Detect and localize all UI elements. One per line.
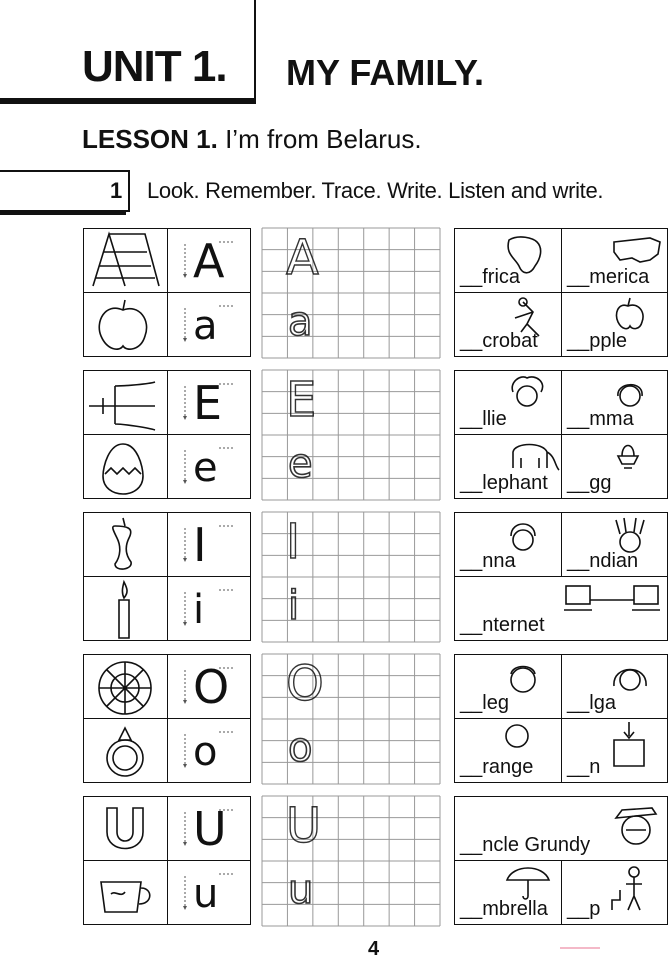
trace-uppercase-letter[interactable]: E (286, 372, 317, 428)
trace-lowercase-letter[interactable]: a (288, 299, 313, 345)
word-blank[interactable]: __crobat (460, 330, 538, 352)
lesson-label: LESSON 1. (82, 124, 218, 154)
egg-cup-icon (610, 438, 666, 484)
trace-lowercase-letter[interactable]: i (288, 583, 300, 629)
word-blank[interactable]: __merica (567, 266, 650, 288)
word-blank[interactable]: __mma (567, 408, 634, 430)
unit-name: MY FAMILY. (286, 52, 485, 93)
word-blank[interactable]: __lga (567, 692, 616, 714)
lesson-title: I’m from Belarus. (225, 124, 422, 154)
word-blank[interactable]: __nternet (460, 614, 545, 636)
apple-icon (85, 294, 165, 356)
uppercase-letter: I (193, 518, 207, 572)
task-number: 1 (110, 178, 123, 203)
stroke-order-arrow-icon (179, 376, 239, 430)
ring-icon (85, 720, 165, 782)
word-blank[interactable]: __nna (460, 550, 516, 572)
stroke-order-arrow-icon (179, 728, 239, 775)
stroke-order-arrow-icon (179, 234, 239, 288)
trace-uppercase-letter[interactable]: U (286, 798, 322, 854)
stroke-order-arrow-icon (179, 444, 239, 491)
trace-lowercase-letter[interactable]: u (288, 867, 314, 913)
word-blank[interactable]: __frica (460, 266, 521, 288)
wreath-icon (85, 656, 165, 718)
unit-title: UNIT 1. (82, 42, 227, 91)
lowercase-letter: e (193, 445, 218, 491)
man-stairs-icon (610, 864, 666, 910)
stroke-order-arrow-icon (179, 870, 239, 917)
uppercase-letter: E (193, 376, 223, 430)
word-blank[interactable]: __p (567, 898, 601, 920)
uppercase-letter: U (193, 802, 227, 856)
cup-icon (85, 862, 165, 924)
pink-mark (560, 947, 600, 949)
ladder-icon (85, 230, 165, 292)
unit-underline (0, 98, 256, 104)
task-underline (0, 210, 126, 215)
stroke-order-arrow-icon (179, 518, 239, 572)
uppercase-letter: O (193, 660, 230, 714)
lowercase-letter: i (193, 587, 205, 633)
lowercase-letter: o (193, 729, 218, 775)
olga-face-icon (610, 658, 666, 704)
word-blank[interactable]: __mbrella (460, 898, 548, 920)
word-blank[interactable]: __gg (567, 472, 612, 494)
stroke-order-arrow-icon (179, 586, 239, 633)
word-blank[interactable]: __ncle Grundy (460, 834, 591, 856)
trace-uppercase-letter[interactable]: A (286, 230, 319, 286)
oleg-face-icon (503, 658, 559, 704)
horseshoe-icon (85, 798, 165, 860)
task-instruction: Look. Remember. Trace. Write. Listen and write. (147, 178, 604, 203)
word-blank[interactable]: __llie (460, 408, 507, 430)
apple-core-icon (85, 514, 165, 576)
candle-icon (85, 578, 165, 640)
word-blank[interactable]: __ndian (567, 550, 639, 572)
word-blank[interactable]: __lephant (460, 472, 548, 494)
lowercase-letter: a (193, 303, 218, 349)
word-blank[interactable]: __pple (567, 330, 628, 352)
word-blank[interactable]: __range (460, 756, 534, 778)
word-blank[interactable]: __n (567, 756, 601, 778)
trace-lowercase-letter[interactable]: o (288, 725, 313, 771)
computers-icon (564, 580, 664, 626)
egg-icon (85, 436, 165, 498)
box-arrow-icon (610, 722, 666, 768)
trace-uppercase-letter[interactable]: O (286, 656, 324, 712)
word-blank[interactable]: __leg (460, 692, 509, 714)
trace-uppercase-letter[interactable]: I (286, 514, 301, 570)
uppercase-letter: A (193, 234, 225, 288)
lesson-heading (82, 124, 422, 155)
page-number: 4 (368, 938, 380, 960)
stroke-order-arrow-icon (179, 660, 239, 714)
ellie-face-icon (503, 374, 559, 420)
uncle-grundy-icon (608, 800, 664, 846)
stroke-order-arrow-icon (179, 302, 239, 349)
lowercase-letter: u (193, 871, 219, 917)
stroke-order-arrow-icon (179, 802, 239, 856)
trace-lowercase-letter[interactable]: e (288, 441, 313, 487)
pitchfork-icon (85, 372, 165, 434)
